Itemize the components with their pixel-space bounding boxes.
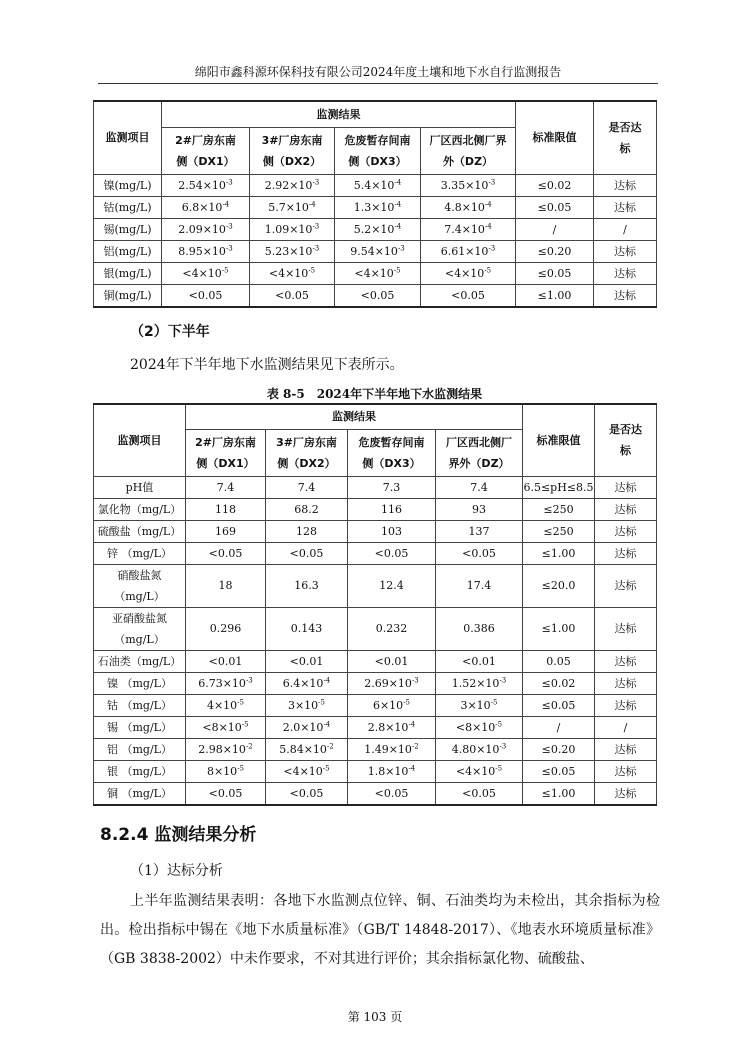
row-item-name: 石油类（mg/L） — [94, 650, 186, 672]
row-value-2: <0.05 — [266, 782, 348, 805]
row-value-2: $5.84\times 10^{-2}$ — [266, 738, 348, 760]
table-row — [94, 694, 657, 716]
row-pass: 达标 — [595, 672, 657, 694]
row-value-4: $7.4\times 10^{-4}$ — [421, 218, 516, 240]
row-limit: ≤0.02 — [516, 174, 594, 196]
row-value-2: $<4\times 10^{-5}$ — [250, 262, 335, 284]
table-row — [94, 284, 657, 307]
row-value-2: 68.2 — [266, 498, 348, 520]
table-row — [94, 738, 657, 760]
table-row — [94, 542, 657, 564]
row-value-3: $5.4\times 10^{-4}$ — [335, 174, 421, 196]
row-pass: 达标 — [595, 738, 657, 760]
row-value-3: $5.2\times 10^{-4}$ — [335, 218, 421, 240]
row-pass: 达标 — [595, 607, 657, 650]
table-row — [94, 240, 657, 262]
row-limit: 0.05 — [523, 650, 595, 672]
row-item-name: 银(mg/L) — [94, 262, 162, 284]
row-value-1: 18 — [186, 564, 266, 607]
row-limit: ≤20.0 — [523, 564, 595, 607]
row-limit: ≤1.00 — [523, 782, 595, 805]
row-pass: 达标 — [594, 196, 657, 218]
row-item-name: 银 （mg/L） — [94, 760, 186, 782]
row-value-3: $6\times 10^{-5}$ — [348, 694, 436, 716]
header-row — [94, 404, 657, 429]
header-point-2: 3#厂房东南侧（DX2） — [266, 429, 348, 476]
row-limit: 6.5≤pH≤8.5 — [523, 476, 595, 498]
row-value-2: $6.4\times 10^{-4}$ — [266, 672, 348, 694]
row-item-name: pH值 — [94, 476, 186, 498]
row-value-1: $<8\times 10^{-5}$ — [186, 716, 266, 738]
header-limit: 标准限值 — [523, 404, 595, 476]
section-heading: 8.2.4 监测结果分析 — [100, 825, 257, 845]
table-row — [94, 650, 657, 672]
table-caption: 表 8-5 2024年下半年地下水监测结果 — [266, 387, 483, 401]
row-pass: / — [595, 716, 657, 738]
row-value-4: 17.4 — [436, 564, 523, 607]
row-pass: 达标 — [594, 262, 657, 284]
row-value-2: $5.23\times 10^{-3}$ — [250, 240, 335, 262]
row-limit: ≤250 — [523, 520, 595, 542]
table-first-half — [93, 100, 657, 308]
row-limit: ≤0.20 — [516, 240, 594, 262]
row-value-3: 103 — [348, 520, 436, 542]
row-value-4: $3.35\times 10^{-3}$ — [421, 174, 516, 196]
row-value-4: $<8\times 10^{-5}$ — [436, 716, 523, 738]
row-value-1: $8.95\times 10^{-3}$ — [162, 240, 250, 262]
row-value-3: 0.232 — [348, 607, 436, 650]
row-value-4: $3\times 10^{-5}$ — [436, 694, 523, 716]
row-value-4: <0.05 — [436, 542, 523, 564]
analysis-paragraph: 上半年监测结果表明：各地下水监测点位锌、铜、石油类均为未检出，其余指标为检出。检出指标中锡在《地下水质量标准》（GB/T 14848-2017）、《地表水环境质量标准》（GB 3838-2002）中未作要求，不对其进行评价；其余指标氯化物、硫酸盐、 — [100, 893, 660, 967]
row-item-name: 氯化物（mg/L） — [94, 498, 186, 520]
row-value-4: $4.8\times 10^{-4}$ — [421, 196, 516, 218]
table-row — [94, 782, 657, 805]
table-row — [94, 672, 657, 694]
row-value-4: 0.386 — [436, 607, 523, 650]
row-value-3: 12.4 — [348, 564, 436, 607]
row-value-1: <0.01 — [186, 650, 266, 672]
row-item-name: 锌 （mg/L） — [94, 542, 186, 564]
table-row — [94, 498, 657, 520]
table-row — [94, 174, 657, 196]
row-value-4: 7.4 — [436, 476, 523, 498]
table-row — [94, 520, 657, 542]
row-item-name: 镍 （mg/L） — [94, 672, 186, 694]
row-value-2: <0.05 — [266, 542, 348, 564]
row-value-2: $5.7\times 10^{-4}$ — [250, 196, 335, 218]
row-pass: 达标 — [595, 694, 657, 716]
row-limit: ≤0.05 — [516, 262, 594, 284]
row-pass: 达标 — [595, 476, 657, 498]
table-second-half — [93, 403, 657, 806]
row-value-2: 128 — [266, 520, 348, 542]
row-item-name: 硝酸盐氮（mg/L） — [94, 564, 186, 607]
row-value-3: <0.05 — [348, 542, 436, 564]
row-item-name: 硫酸盐（mg/L） — [94, 520, 186, 542]
row-value-4: <0.01 — [436, 650, 523, 672]
table-row — [94, 760, 657, 782]
row-pass: 达标 — [595, 542, 657, 564]
row-value-4: $4.80\times 10^{-3}$ — [436, 738, 523, 760]
row-value-4: 137 — [436, 520, 523, 542]
row-limit: ≤0.05 — [523, 694, 595, 716]
row-item-name: 钴(mg/L) — [94, 196, 162, 218]
table-row — [94, 262, 657, 284]
row-value-3: <0.05 — [335, 284, 421, 307]
header-pass: 是否达标 — [595, 404, 657, 476]
row-item-name: 亚硝酸盐氮（mg/L） — [94, 607, 186, 650]
row-limit: ≤250 — [523, 498, 595, 520]
row-value-1: 0.296 — [186, 607, 266, 650]
row-value-3: $<4\times 10^{-5}$ — [335, 262, 421, 284]
header-point-4: 厂区西北侧厂界外（DZ） — [421, 127, 516, 174]
row-item-name: 钴 （mg/L） — [94, 694, 186, 716]
row-pass: 达标 — [595, 498, 657, 520]
row-value-4: <0.05 — [436, 782, 523, 805]
header-point-3: 危废暂存间南侧（DX3） — [335, 127, 421, 174]
row-value-4: $6.61\times 10^{-3}$ — [421, 240, 516, 262]
row-value-4: $<4\times 10^{-5}$ — [421, 262, 516, 284]
table-row — [94, 564, 657, 607]
header-point-4: 厂区西北侧厂界外（DZ） — [436, 429, 523, 476]
row-value-1: <0.05 — [186, 542, 266, 564]
table-row — [94, 716, 657, 738]
header-pass: 是否达标 — [594, 101, 657, 174]
row-value-3: <0.05 — [348, 782, 436, 805]
row-value-1: $<4\times 10^{-5}$ — [162, 262, 250, 284]
row-pass: 达标 — [595, 782, 657, 805]
row-limit: ≤0.02 — [523, 672, 595, 694]
row-value-1: $6.8\times 10^{-4}$ — [162, 196, 250, 218]
subheading-second-half: （2）下半年 — [130, 324, 210, 340]
header-point-3: 危废暂存间南侧（DX3） — [348, 429, 436, 476]
row-value-4: <0.05 — [421, 284, 516, 307]
row-item-name: 铜(mg/L) — [94, 284, 162, 307]
table-row — [94, 476, 657, 498]
row-value-2: $3\times 10^{-5}$ — [266, 694, 348, 716]
row-value-2: 0.143 — [266, 607, 348, 650]
row-value-3: $1.3\times 10^{-4}$ — [335, 196, 421, 218]
row-pass: 达标 — [595, 760, 657, 782]
row-value-3: $9.54\times 10^{-3}$ — [335, 240, 421, 262]
table-row — [94, 607, 657, 650]
row-value-2: $<4\times 10^{-5}$ — [266, 760, 348, 782]
row-value-2: 7.4 — [266, 476, 348, 498]
header-row — [94, 101, 657, 127]
header-item: 监测项目 — [94, 101, 162, 174]
table-row — [94, 218, 657, 240]
row-limit: ≤0.05 — [523, 760, 595, 782]
row-value-3: $1.8\times 10^{-4}$ — [348, 760, 436, 782]
row-item-name: 铝 （mg/L） — [94, 738, 186, 760]
row-limit: ≤1.00 — [523, 607, 595, 650]
row-value-1: $2.98\times 10^{-2}$ — [186, 738, 266, 760]
row-pass: 达标 — [594, 284, 657, 307]
row-value-2: $2.0\times 10^{-4}$ — [266, 716, 348, 738]
row-value-4: $1.52\times 10^{-3}$ — [436, 672, 523, 694]
row-value-1: <0.05 — [162, 284, 250, 307]
row-item-name: 锡 （mg/L） — [94, 716, 186, 738]
row-value-2: 16.3 — [266, 564, 348, 607]
row-value-2: $2.92\times 10^{-3}$ — [250, 174, 335, 196]
row-pass: 达标 — [594, 174, 657, 196]
row-pass: 达标 — [595, 650, 657, 672]
row-limit: ≤0.20 — [523, 738, 595, 760]
row-limit: ≤1.00 — [516, 284, 594, 307]
row-limit: / — [516, 218, 594, 240]
row-value-3: $1.49\times 10^{-2}$ — [348, 738, 436, 760]
header-point-1: 2#厂房东南侧（DX1） — [162, 127, 250, 174]
row-value-4: $<4\times 10^{-5}$ — [436, 760, 523, 782]
row-pass: / — [594, 218, 657, 240]
row-item-name: 铝(mg/L) — [94, 240, 162, 262]
row-value-2: <0.01 — [266, 650, 348, 672]
row-value-4: 93 — [436, 498, 523, 520]
row-value-1: $2.54\times 10^{-3}$ — [162, 174, 250, 196]
row-value-1: $6.73\times 10^{-3}$ — [186, 672, 266, 694]
row-limit: ≤0.05 — [516, 196, 594, 218]
row-value-1: 118 — [186, 498, 266, 520]
row-value-1: <0.05 — [186, 782, 266, 805]
row-item-name: 锡(mg/L) — [94, 218, 162, 240]
row-value-3: 7.3 — [348, 476, 436, 498]
header-point-1: 2#厂房东南侧（DX1） — [186, 429, 266, 476]
subheading-compliance: （1）达标分析 — [130, 863, 223, 879]
row-pass: 达标 — [595, 564, 657, 607]
row-limit: ≤1.00 — [523, 542, 595, 564]
row-value-3: 116 — [348, 498, 436, 520]
row-item-name: 铜 （mg/L） — [94, 782, 186, 805]
row-value-1: $4\times 10^{-5}$ — [186, 694, 266, 716]
row-pass: 达标 — [594, 240, 657, 262]
row-limit: / — [523, 716, 595, 738]
row-value-2: <0.05 — [250, 284, 335, 307]
header-results: 监测结果 — [186, 404, 523, 429]
row-value-1: $2.09\times 10^{-3}$ — [162, 218, 250, 240]
row-value-1: $8\times 10^{-5}$ — [186, 760, 266, 782]
row-value-3: $2.69\times 10^{-3}$ — [348, 672, 436, 694]
page-number: 第 103 页 — [347, 1010, 403, 1024]
header-results: 监测结果 — [162, 101, 516, 127]
row-value-2: $1.09\times 10^{-3}$ — [250, 218, 335, 240]
row-value-3: <0.01 — [348, 650, 436, 672]
row-value-3: $2.8\times 10^{-4}$ — [348, 716, 436, 738]
page-header: 绵阳市鑫科源环保科技有限公司2024年度土壤和地下水自行监测报告 — [98, 63, 658, 84]
header-item: 监测项目 — [94, 404, 186, 476]
row-value-1: 7.4 — [186, 476, 266, 498]
intro-paragraph: 2024年下半年地下水监测结果见下表所示。 — [130, 357, 404, 373]
header-point-2: 3#厂房东南侧（DX2） — [250, 127, 335, 174]
row-pass: 达标 — [595, 520, 657, 542]
row-item-name: 镍(mg/L) — [94, 174, 162, 196]
header-limit: 标准限值 — [516, 101, 594, 174]
row-value-1: 169 — [186, 520, 266, 542]
table-row — [94, 196, 657, 218]
